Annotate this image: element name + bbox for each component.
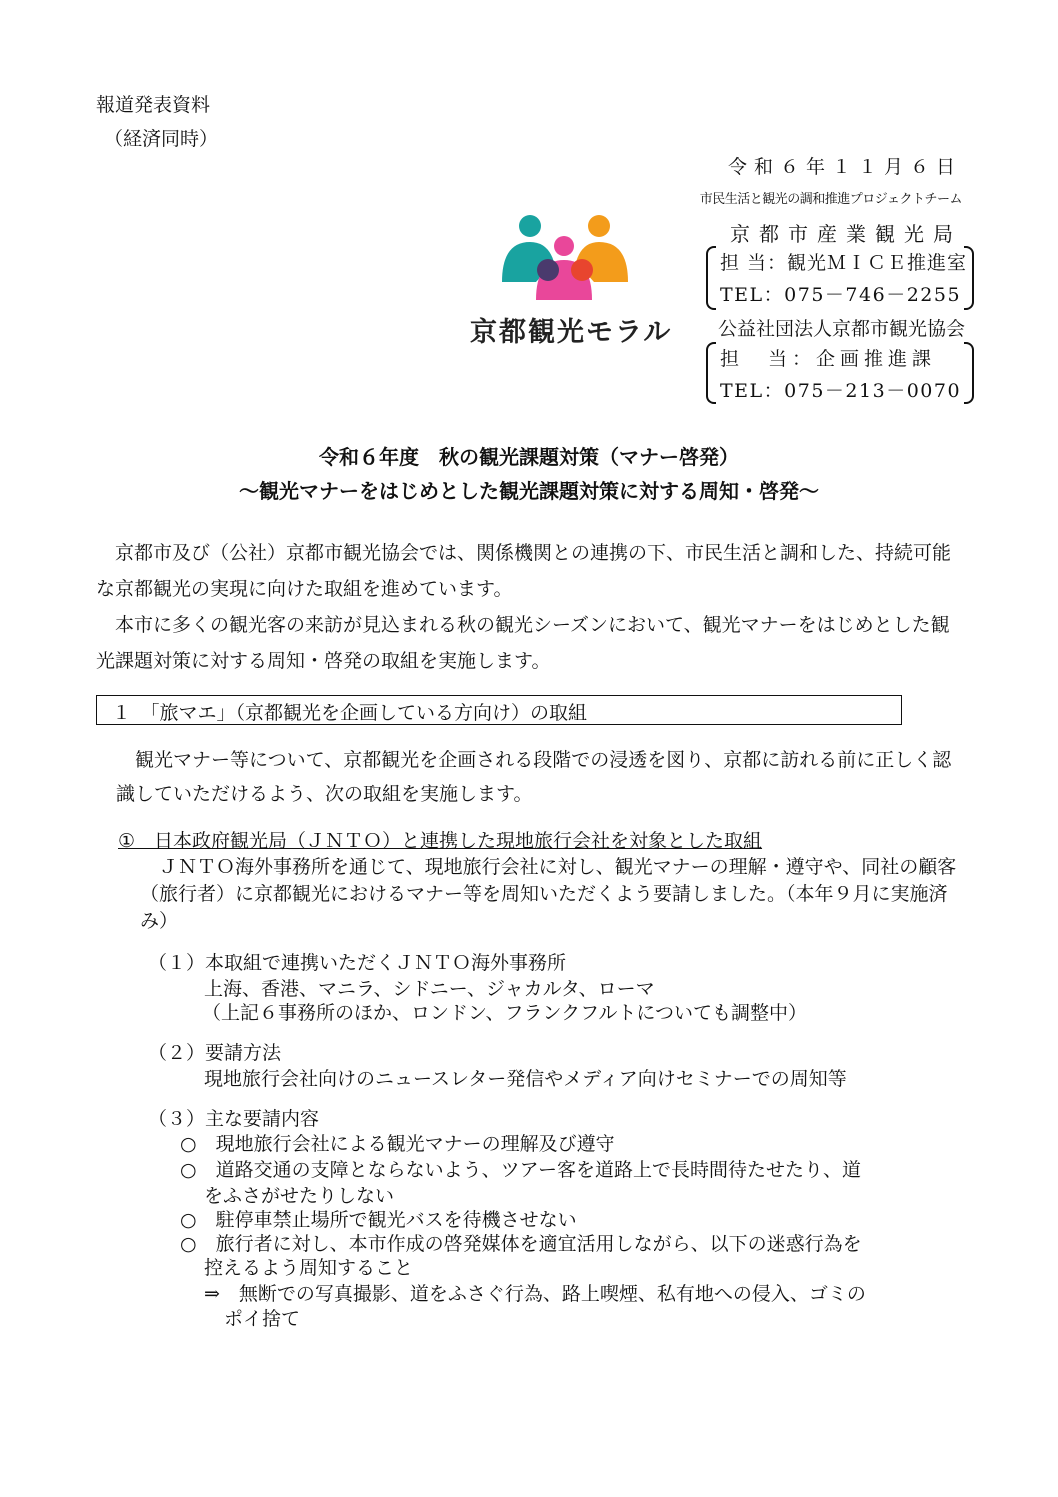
request-item-cont: 控えるよう周知すること [204,1257,414,1279]
contact-city-tel: TEL：075－746－2255 [720,284,962,306]
association-name: 公益社団法人京都市観光協会 [718,318,966,340]
kyoto-tourism-moral-logo [496,212,636,300]
intro-paragraph-2: 本市に多くの観光客の来訪が見込まれる秋の観光シーズンにおいて、観光マナーをはじめとした観光課題対策に対する周知・啓発の取組を実施します。 [96,614,950,672]
logo-head-orange [588,215,610,237]
subheading-offices: （１）本取組で連携いただくＪＮＴＯ海外事務所 [148,952,567,974]
page-subtitle: ～観光マナーをはじめとした観光課題対策に対する周知・啓発～ [239,479,819,503]
intro-paragraph [96,535,966,679]
contact-box-association [706,342,974,404]
project-team: 市民生活と観光の調和推進プロジェクトチーム [699,192,962,207]
doc-note: （経済同時） [104,128,219,150]
bureau-name: 京都市産業観光局 [730,222,962,246]
request-item-cont: をふさがせたりしない [204,1185,395,1207]
request-item: ○ 現地旅行会社による観光マナーの理解及び遵守 [180,1133,615,1155]
logo-head-navy [537,259,559,281]
offices-list: 上海、香港、マニラ、シドニー、ジャカルタ、ローマ [204,978,655,1000]
method-text: 現地旅行会社向けのニュースレター発信やメディア向けセミナーでの周知等 [204,1068,847,1090]
request-item: ○ 道路交通の支障とならないよう、ツアー客を道路上で長時間待たせたり、道 [180,1159,862,1181]
logo-head-pink [554,236,574,256]
logo-text: 京都観光モラル [470,317,673,348]
subheading-requests: （３）主な要請内容 [148,1108,320,1130]
contact-assoc-dept: 担 当：企画推進課 [720,348,937,370]
nuisance-list-cont: ポイ捨て [224,1308,301,1330]
release-date: 令和６年１１月６日 [727,156,962,178]
nuisance-list: ⇒ 無断での写真撮影、道をふさぐ行為、路上喫煙、私有地への侵入、ゴミの [204,1283,866,1305]
subheading-method: （２）要請方法 [148,1042,282,1064]
item-heading: ① 日本政府観光局（ＪＮＴＯ）と連携した現地旅行会社を対象とした取組 [118,830,763,852]
request-item: ○ 駐停車禁止場所で観光バスを待機させない [180,1209,577,1231]
contact-box-city [706,246,974,310]
section-intro: 観光マナー等について、京都観光を企画される段階での浸透を図り、京都に訪れる前に正しく認識していただけるよう、次の取組を実施します。 [116,749,952,805]
intro-paragraph-1: 京都市及び（公社）京都市観光協会では、関係機関との連携の下、市民生活と調和した、持続可能な京都観光の実現に向けた取組を進めています。 [96,542,952,600]
page-title: 令和６年度 秋の観光課題対策（マナー啓発） [319,445,739,469]
doc-type: 報道発表資料 [96,94,211,116]
offices-note: （上記６事務所のほか、ロンドン、フランクフルトについても調整中） [202,1002,807,1024]
item-body: ＪＮＴＯ海外事務所を通じて、現地旅行会社に対し、観光マナーの理解・遵守や、同社の顧客（旅行者）に京都観光におけるマナー等を周知いただくよう要請しました。（本年９月に実施済み） [140,856,957,932]
logo-head-teal [519,215,541,237]
section-title: １ 「旅マエ」（京都観光を企画している方向け）の取組 [112,702,588,724]
request-item: ○ 旅行者に対し、本市作成の啓発媒体を適宜活用しながら、以下の迷惑行為を [180,1233,862,1255]
contact-assoc-tel: TEL：075－213－0070 [720,380,962,402]
logo-head-red [571,259,593,281]
contact-city-dept: 担 当：観光ＭＩＣＥ推進室 [720,252,968,274]
